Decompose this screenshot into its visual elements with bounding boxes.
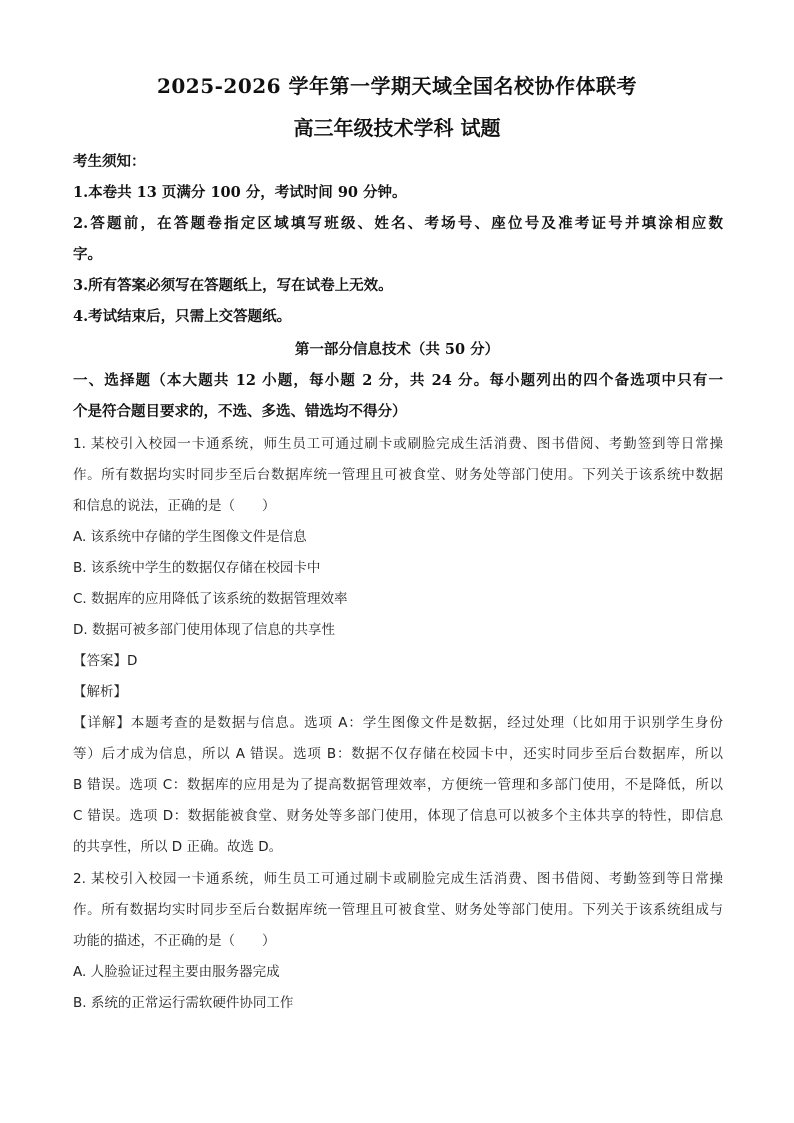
q1-stem: 1. 某校引入校园一卡通系统，师生员工可通过刷卡或刷脸完成生活消费、图书借阅、考勤签到等日常操 bbox=[73, 436, 723, 452]
part1-heading: 第一部分信息技术（共 50 分） bbox=[294, 341, 500, 358]
exam-subtitle: 高三年级技术学科 试题 bbox=[293, 116, 501, 140]
notice-item-1: 1.本卷共 13 页满分 100 分，考试时间 90 分钟。 bbox=[73, 184, 407, 201]
q1-option-b: B. 该系统中学生的数据仅存储在校园卡中 bbox=[73, 560, 321, 576]
q2-option-a: A. 人脸验证过程主要由服务器完成 bbox=[73, 964, 280, 980]
notice-item-4: 4.考试结束后，只需上交答题纸。 bbox=[73, 308, 292, 325]
q1-detail-5: 的共享性，所以 D 正确。故选 D。 bbox=[73, 839, 283, 855]
exam-title: 2025-2026 学年第一学期天域全国名校协作体联考 bbox=[156, 74, 638, 98]
q1-stem-cont: 作。所有数据均实时同步至后台数据库统一管理且可被食堂、财务处等部门使用。下列关于该系统中数据 bbox=[73, 467, 723, 483]
notice-item-2-cont: 字。 bbox=[73, 246, 102, 263]
notice-item-3: 3.所有答案必须写在答题纸上，写在试卷上无效。 bbox=[73, 277, 393, 294]
q2-stem-end: 功能的描述，不正确的是（ ） bbox=[73, 933, 276, 949]
notice-item-2: 2.答题前，在答题卷指定区域填写班级、姓名、考场号、座位号及准考证号并填涂相应数 bbox=[73, 215, 723, 232]
q1-option-d: D. 数据可被多部门使用体现了信息的共享性 bbox=[73, 622, 335, 638]
q1-detail-1: 【详解】本题考查的是数据与信息。选项 A：学生图像文件是数据，经过处理（比如用于识别学生身份 bbox=[73, 715, 723, 731]
q2-stem-cont: 作。所有数据均实时同步至后台数据库统一管理且可被食堂、财务处等部门使用。下列关于该系统组成与 bbox=[73, 902, 723, 918]
q1-option-a: A. 该系统中存储的学生图像文件是信息 bbox=[73, 529, 307, 545]
section-heading-cont: 个是符合题目要求的，不选、多选、错选均不得分） bbox=[73, 403, 407, 420]
q1-option-c: C. 数据库的应用降低了该系统的数据管理效率 bbox=[73, 591, 348, 607]
q2-option-b: B. 系统的正常运行需软硬件协同工作 bbox=[73, 995, 294, 1011]
q1-detail-3: B 错误。选项 C：数据库的应用是为了提高数据管理效率，方便统一管理和多部门使用，不是降低，所以 bbox=[73, 777, 723, 793]
q1-analysis-label: 【解析】 bbox=[73, 684, 127, 700]
q2-stem: 2. 某校引入校园一卡通系统，师生员工可通过刷卡或刷脸完成生活消费、图书借阅、考勤签到等日常操 bbox=[73, 871, 723, 887]
q1-detail-2: 等）后才成为信息，所以 A 错误。选项 B：数据不仅存储在校园卡中，还实时同步至后台数据库，所以 bbox=[73, 746, 723, 762]
q1-stem-end: 和信息的说法，正确的是（ ） bbox=[73, 498, 276, 514]
q1-answer: 【答案】D bbox=[73, 653, 138, 669]
section-heading: 一、选择题（本大题共 12 小题，每小题 2 分，共 24 分。每小题列出的四个备选项中只有一 bbox=[73, 372, 723, 389]
q1-detail-4: C 错误。选项 D：数据能被食堂、财务处等多部门使用，体现了信息可以被多个主体共享的特性，即信息 bbox=[73, 808, 723, 824]
notice-heading: 考生须知： bbox=[73, 153, 146, 170]
